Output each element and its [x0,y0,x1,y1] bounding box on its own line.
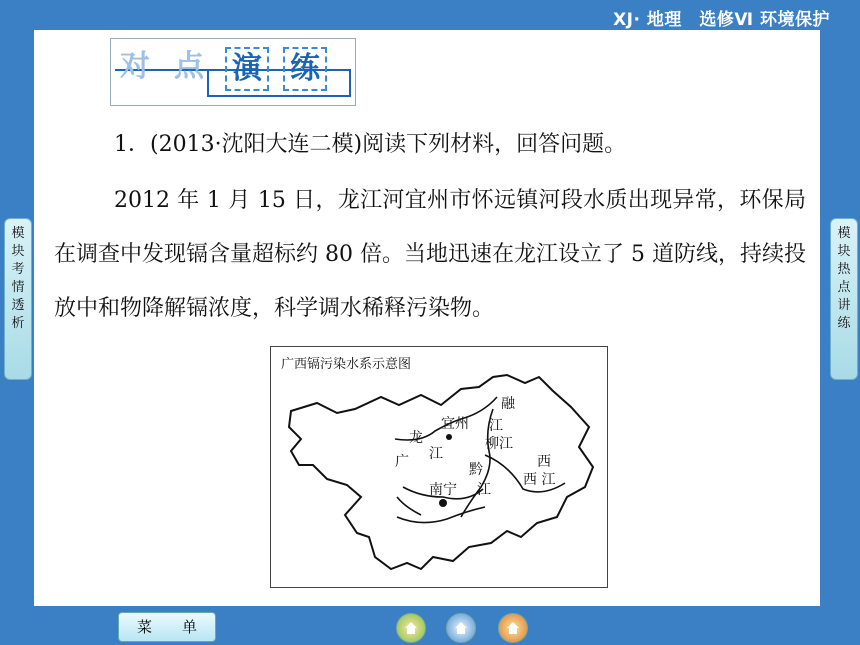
menu-button[interactable]: 菜 单 [118,612,216,642]
label-guang: 广 [395,454,409,470]
next-icon [505,620,521,636]
top-bar [0,0,860,30]
sidebar-tab-module-analysis[interactable]: 模 块 考 情 透 析 [4,218,32,380]
badge-char-2: 点 [174,49,204,84]
material-paragraph [54,174,806,336]
map-title: 广西镉污染水系示意图 [281,357,412,372]
header-title: XJ· 地理 选修Ⅵ 环境保护 [613,10,830,30]
house-icon [453,620,469,636]
label-xi: 西 [537,454,551,470]
material-text: 2012 年 1 月 15 日，龙江河宜州市怀远镇河段水质出现异常，环保局在调查中发现镉含量超标约 80 倍。当地迅速在龙江设立了 5 道防线，持续投放中和物降解镉浓度，科学调水稀释污染物。 [54,188,806,321]
question-line: 1．(2013·沈阳大连二模)阅读下列材料，回答问题。 [114,132,627,157]
home-icon [403,620,419,636]
badge-char-4: 练 [283,47,327,91]
sidebar-tab-module-hotspots[interactable]: 模 块 热 点 讲 练 [830,218,858,380]
label-nanning: 南宁 [429,482,457,498]
back-nav-icon[interactable] [396,613,426,643]
label-rong: 融 [501,396,515,412]
label-jiang-2: 江 [489,418,503,434]
label-jiang-3: 江 [477,482,491,498]
label-qian: 黔 [469,462,483,478]
label-yizhou: 宜州 [441,416,469,432]
slide-content [34,30,820,606]
label-jiang-1: 江 [429,446,443,462]
label-xijiang: 西 江 [523,472,556,488]
home-nav-icon[interactable] [446,613,476,643]
badge-char-1: 对 [120,49,150,84]
forward-nav-icon[interactable] [498,613,528,643]
label-liujiang: 柳江 [485,436,513,452]
pollution-map [270,346,608,588]
map-drawing [271,347,607,587]
practice-badge [110,38,356,106]
badge-char-3: 演 [225,47,269,91]
label-long: 龙 [409,430,423,446]
